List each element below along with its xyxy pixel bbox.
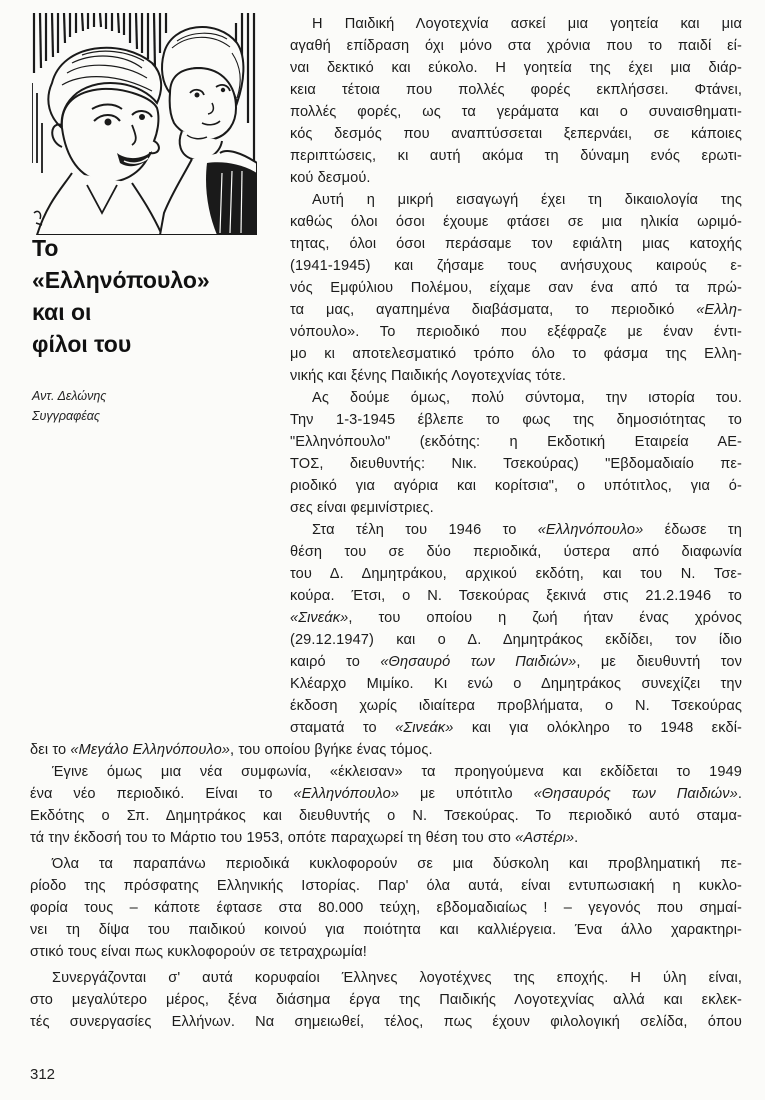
- body-line: Όλα τα παραπάνω περιοδικά κυκλοφορούν σε μια δύσκολη και προβληματική πε-: [52, 856, 742, 872]
- author-name: Αντ. Δελώνης: [32, 389, 107, 403]
- author-role: Συγγραφέας: [32, 409, 101, 423]
- body-line: Ας δούμε όμως, πολύ σύντομα, την ιστορία του.: [312, 390, 742, 406]
- body-line: τά την έκδοσή του το Μάρτιο του 1953, οπότε παραχωρεί τη θέση του στο «Αστέρι».: [30, 830, 579, 846]
- body-line: θέση του σε δύο περιοδικά, ύστερα από διαφωνία: [290, 544, 742, 560]
- title-line: φίλοι του: [32, 331, 132, 357]
- body-line: κεια τέτοια που πολλές φορές εκπλήσσει. Φτάνει,: [290, 82, 742, 98]
- body-line: σταματά το «Σινεάκ» και για ολόκληρο το 1948 εκδί-: [290, 720, 742, 736]
- body-line: τές συνεργασίες Ελλήνων. Να σημειωθεί, τέλος, πως έχουν φιλολογική σελίδα, όπου: [30, 1014, 742, 1030]
- body-line: πολλές φορές, ως τα γεράματα και ο συναισθηματι-: [290, 104, 742, 120]
- body-line: στο μεγαλύτερο μέρος, ξένα διάσημα έργα της Παιδικής Λογοτεχνίας αλλά και εκλεκ-: [30, 992, 742, 1008]
- body-line: τητας, όλοι όσοι περάσαμε τον εφιάλτη μιας κατοχής: [290, 236, 742, 252]
- page-number: 312: [30, 1066, 56, 1083]
- body-line: Η Παιδική Λογοτεχνία ασκεί μια γοητεία και μια: [312, 16, 742, 32]
- body-line: τα μας, αγαπημένα διαβάσματα, το περιοδικό «Ελλη-: [290, 302, 742, 318]
- body-line: ρίοδο της πρόσφατης Ελληνικής Ιστορίας. Παρ' όλα αυτά, είναι εντυπωσιακή η κυκλο-: [30, 878, 742, 894]
- body-line: κός δεσμός που αναπτύσσεται ξεπερνάει, σε κάποιες: [290, 126, 742, 142]
- body-line: Την 1-3-1945 έβλεπε το φως της δημοσιότητας το: [290, 412, 742, 428]
- body-line: Έγινε όμως μια νέα συμφωνία, «έκλεισαν» τα προηγούμενα και εκδίδεται το 1949: [52, 764, 742, 780]
- body-line: νόπουλο». Το περιοδικό που εξέφραζε με έναν έντι-: [290, 324, 742, 340]
- body-line: (29.12.1947) και ο Δ. Δημητράκος εκδίδει, τον ίδιο: [290, 632, 742, 648]
- body-line: καθώς όλοι όσοι έχουμε φτάσει σε μια ηλικία ωριμό-: [290, 214, 742, 230]
- body-line: Κλέαρχο Μιμίκο. Κι ενώ ο Δημητράκος συνεχίζει την: [290, 676, 742, 692]
- body-line: ΤΟΣ, διευθυντής: Νικ. Τσεκούρας) "Εβδομαδιαίο πε-: [290, 456, 742, 472]
- body-line: του Δ. Δημητράκου, αρχικού εκδότη, και του Ν. Τσε-: [290, 566, 742, 582]
- body-line: ναι δεκτικό και εύκολο. Η γοητεία της έχει μια διάρ-: [290, 60, 742, 76]
- body-line: δει το «Μεγάλο Ελληνόπουλο», του οποίου βγήκε ένας τόμος.: [30, 742, 433, 758]
- body-line: σες είναι φεμινίστριες.: [290, 500, 434, 516]
- body-line: Συνεργάζονται σ' αυτά κορυφαίοι Έλληνες λογοτέχνες της εποχής. Η ύλη είναι,: [52, 970, 742, 986]
- title-line: «Ελληνόπουλο»: [32, 267, 210, 293]
- body-line: καιρό το «Θησαυρό των Παιδιών», με διευθυντή τον: [290, 654, 742, 670]
- body-line: (1941-1945) και ζήσαμε τους ανήσυχους καιρούς ε-: [290, 258, 742, 274]
- article-title: [32, 232, 262, 360]
- body-line: στικό τους είναι πως κυκλοφορούν σε τετραχρωμία!: [30, 944, 367, 960]
- body-line: κού δεσμού.: [290, 170, 371, 186]
- body-line: "Ελληνόπουλο" (εκδότης: η Εκδοτική Εταιρεία ΑΕ-: [290, 434, 742, 450]
- body-line: ριοδικό για αγόρια και κορίτσια", ο υπότιτλος, για ό-: [290, 478, 742, 494]
- body-line: Στα τέλη του 1946 το «Ελληνόπουλο» έδωσε τη: [312, 522, 743, 538]
- body-line: κούρα. Έτσι, ο Ν. Τσεκούρας ξεκινά στις 21.2.1946 το: [290, 588, 742, 604]
- body-line: μο κι αποτελεσματικό τρόπο όλο το φάσμα της Ελλη-: [290, 346, 742, 362]
- body-line: νικής και ξένης Παιδικής Λογοτεχνίας τότε.: [290, 368, 566, 384]
- body-line: νός Εμφύλιου Πολέμου, είχαμε σαν ένα από τα πρώ-: [290, 280, 742, 296]
- illustration-children: [32, 13, 257, 235]
- body-line: αγαθή επίδραση όχι μόνο στα χρόνια που το παιδί εί-: [290, 38, 742, 54]
- body-line: νει τη δίψα του παιδικού κοινού για ποιότητα και καλλιέργεια. Ένα άλλο χαρακτηρι-: [30, 922, 742, 938]
- body-line: «Σινεάκ», του οποίου η ζωή ήταν ένας χρόνος: [290, 610, 742, 626]
- body-line: Εκδότης ο Σπ. Δημητράκος και διευθυντής ο Ν. Τσεκούρας. Το περιοδικό αυτό σταμα-: [30, 808, 742, 824]
- body-line: Αυτή η μικρή εισαγωγή έχει τη δικαιολογία της: [312, 192, 742, 208]
- body-line: φορία τους – κάποτε έφτασε στα 80.000 τεύχη, εβδομαδιαίως ! – γεγονός που σημαί-: [30, 900, 742, 916]
- title-line: και οι: [32, 299, 92, 325]
- body-line: έκδοση χωρίς ιδιαίτερα προβλήματα, ο Ν. Τσεκούρας: [290, 698, 742, 714]
- author-byline: [32, 386, 252, 426]
- body-line: ένα νέο περιοδικό. Είναι το «Ελληνόπουλο» με υπότιτλο «Θησαυρός των Παιδιών».: [30, 786, 742, 802]
- title-line: Το: [32, 235, 59, 261]
- body-line: περιπτώσεις, κι αυτή ακόμα τη δύναμη ενός ερωτι-: [290, 148, 742, 164]
